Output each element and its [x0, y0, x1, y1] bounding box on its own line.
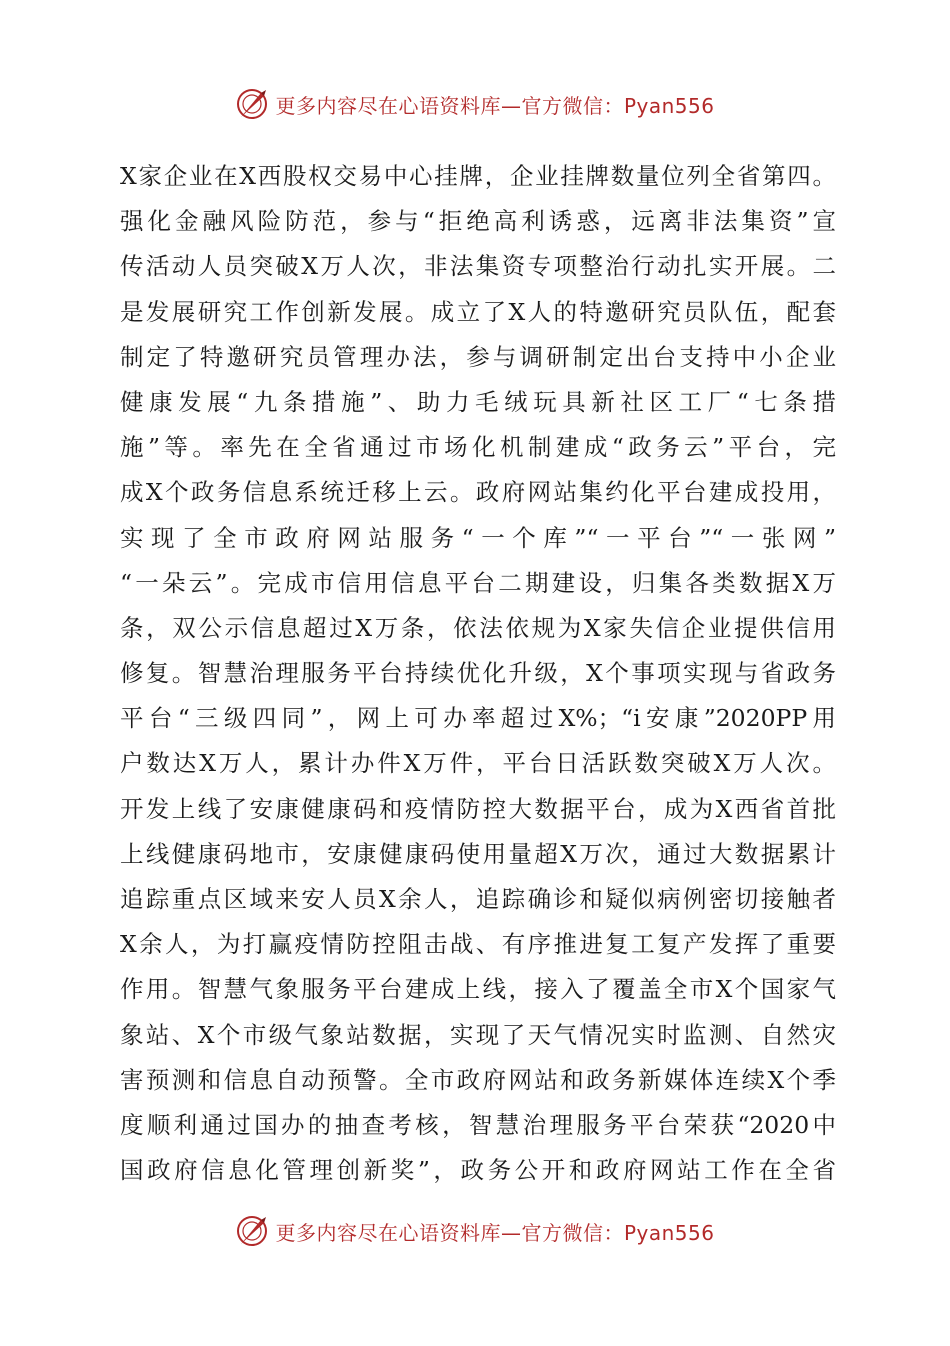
- text-line: 国政府信息化管理创新奖”，政务公开和政府网站工作在全省: [120, 1156, 836, 1185]
- quill-pen-circle-icon: [235, 87, 269, 121]
- header-watermark: [0, 84, 950, 124]
- quill-pen-circle-icon: [235, 1214, 269, 1248]
- text-line: 强化金融风险防范，参与“拒绝高利诱惑，远离非法集资”宣: [120, 207, 836, 236]
- text-line: X余人，为打赢疫情防控阻击战、有序推进复工复产发挥了重要: [120, 930, 836, 959]
- text-line: 施”等。率先在全省通过市场化机制建成“政务云”平台，完: [120, 433, 836, 462]
- text-line: “一朵云”。完成市信用信息平台二期建设，归集各类数据X万: [120, 568, 836, 597]
- text-line: 作用。智慧气象服务平台建成上线，接入了覆盖全市X个国家气: [120, 975, 836, 1004]
- text-line: 上线健康码地市，安康健康码使用量超X万次，通过大数据累计: [120, 839, 836, 868]
- text-line: 实现了全市政府网站服务“一个库”“一平台”“一张网”: [120, 523, 836, 552]
- footer-watermark: [0, 1211, 950, 1251]
- text-line: 修复。智慧治理服务平台持续优化升级，X个事项实现与省政务: [120, 659, 836, 688]
- text-line: 成X个政务信息系统迁移上云。政府网站集约化平台建成投用，: [120, 478, 836, 507]
- text-line: 度顺利通过国办的抽查考核，智慧治理服务平台荣获“2020中: [120, 1110, 836, 1139]
- text-line: 象站、X个市级气象站数据，实现了天气情况实时监测、自然灾: [120, 1020, 836, 1049]
- text-line: 传活动人员突破X万人次，非法集资专项整治行动扎实开展。二: [120, 252, 836, 281]
- text-line: 追踪重点区域来安人员X余人，追踪确诊和疑似病例密切接触者: [120, 885, 836, 913]
- text-line: 制定了特邀研究员管理办法，参与调研制定出台支持中小企业: [120, 342, 836, 371]
- document-body: [120, 154, 836, 1193]
- text-line: 条，双公示信息超过X万条，依法依规为X家失信企业提供信用: [120, 613, 836, 642]
- text-line: 开发上线了安康健康码和疫情防控大数据平台，成为X西省首批: [120, 794, 836, 823]
- text-line: 健康发展“九条措施”、助力毛绒玩具新社区工厂“七条措: [120, 387, 836, 416]
- text-line: X家企业在X西股权交易中心挂牌，企业挂牌数量位列全省第四。: [120, 162, 836, 190]
- text-line: 平台“三级四同”，网上可办率超过X%；“i安康”2020PP用: [120, 704, 836, 733]
- text-line: 户数达X万人，累计办件X万件，平台日活跃数突破X万人次。: [120, 749, 836, 778]
- text-line: 是发展研究工作创新发展。成立了X人的特邀研究员队伍，配套: [120, 297, 836, 326]
- watermark-text: 更多内容尽在心语资料库—官方微信：Pyan556: [275, 93, 715, 118]
- watermark-text: 更多内容尽在心语资料库—官方微信：Pyan556: [275, 1220, 715, 1245]
- text-line: 害预测和信息自动预警。全市政府网站和政务新媒体连续X个季: [120, 1065, 836, 1094]
